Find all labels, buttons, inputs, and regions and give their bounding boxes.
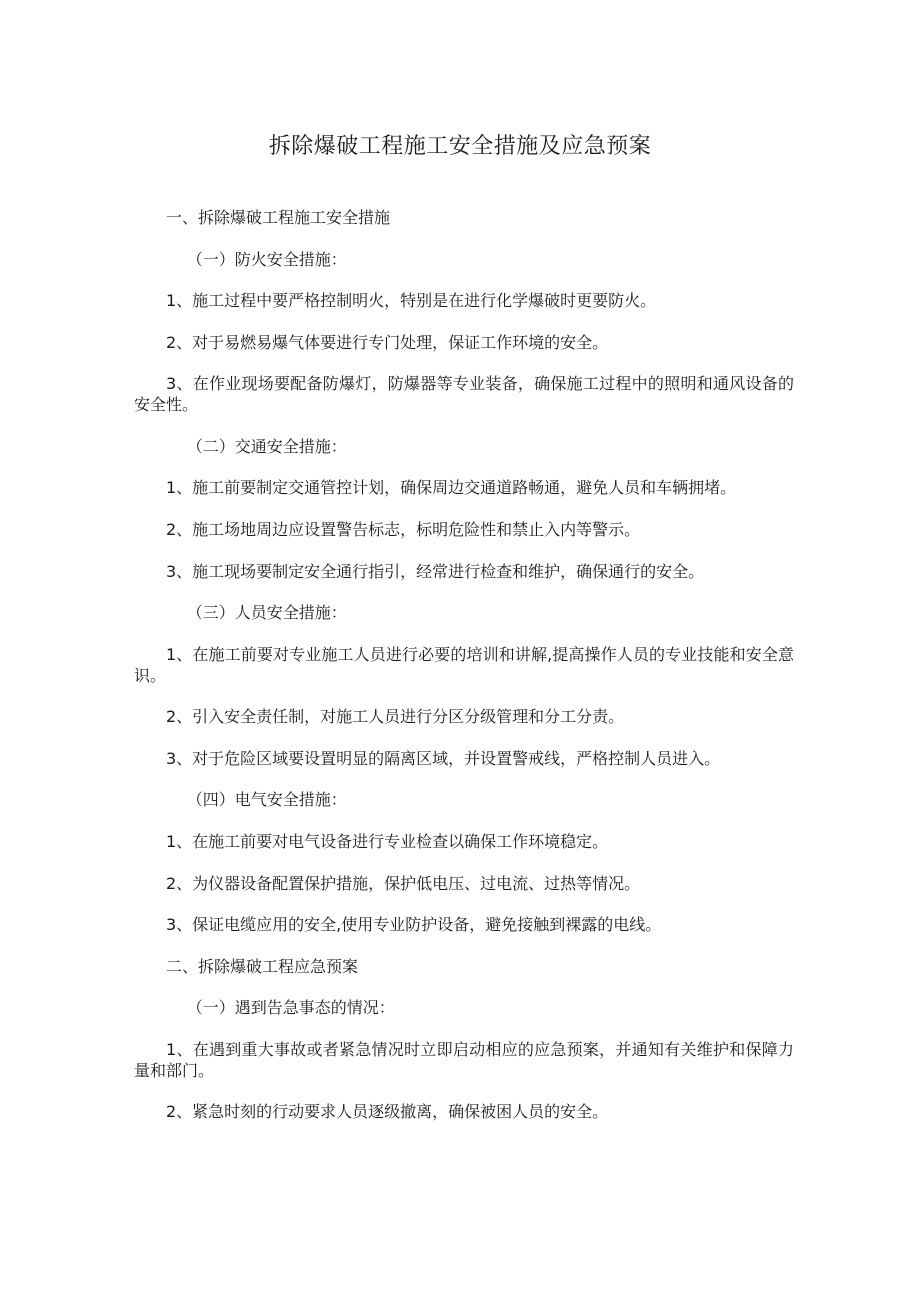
subsection-heading: （一）遇到告急事态的情况： [186, 998, 395, 1018]
list-item: 3、在作业现场要配备防爆灯，防爆器等专业装备，确保施工过程中的照明和通风设备的安全性。 [134, 374, 794, 415]
subsection-heading: （三）人员安全措施： [186, 603, 347, 623]
list-item: 2、引入安全责任制，对施工人员进行分区分级管理和分工分责。 [166, 707, 625, 727]
section-heading: 一、拆除爆破工程施工安全措施 [166, 208, 391, 227]
list-item: 1、在施工前要对电气设备进行专业检查以确保工作环境稳定。 [166, 831, 609, 851]
list-item: 1、施工过程中要严格控制明火，特别是在进行化学爆破时更要防火。 [166, 291, 657, 311]
section-heading: 二、拆除爆破工程应急预案 [166, 956, 359, 976]
list-item: 2、对于易燃易爆气体要进行专门处理，保证工作环境的安全。 [166, 332, 609, 352]
list-item: 1、在施工前要对专业施工人员进行必要的培训和讲解,提高操作人员的专业技能和安全意识。 [134, 644, 794, 685]
list-item: 2、紧急时刻的行动要求人员逐级撤离，确保被困人员的安全。 [166, 1102, 609, 1122]
subsection-heading: （四）电气安全措施： [186, 790, 347, 810]
list-item: 3、对于危险区域要设置明显的隔离区域，并设置警戒线，严格控制人员进入。 [166, 748, 721, 768]
list-item: 1、在遇到重大事故或者紧急情况时立即启动相应的应急预案，并通知有关维护和保障力量和部门。 [134, 1039, 794, 1080]
list-item: 2、施工场地周边应设置警告标志，标明危险性和禁止入内等警示。 [166, 519, 641, 539]
document-body [134, 208, 794, 1144]
list-item: 3、保证电缆应用的安全,使用专业防护设备，避免接触到裸露的电线。 [166, 915, 662, 935]
list-item: 3、施工现场要制定安全通行指引，经常进行检查和维护，确保通行的安全。 [166, 561, 705, 581]
document-title: 拆除爆破工程施工安全措施及应急预案 [268, 134, 652, 159]
list-item: 2、为仪器设备配置保护措施，保护低电压、过电流、过热等情况。 [166, 873, 641, 893]
subsection-heading: （一）防火安全措施： [186, 249, 347, 269]
list-item: 1、施工前要制定交通管控计划，确保周边交通道路畅通，避免人员和车辆拥堵。 [166, 478, 737, 498]
subsection-heading: （二）交通安全措施： [186, 436, 347, 456]
